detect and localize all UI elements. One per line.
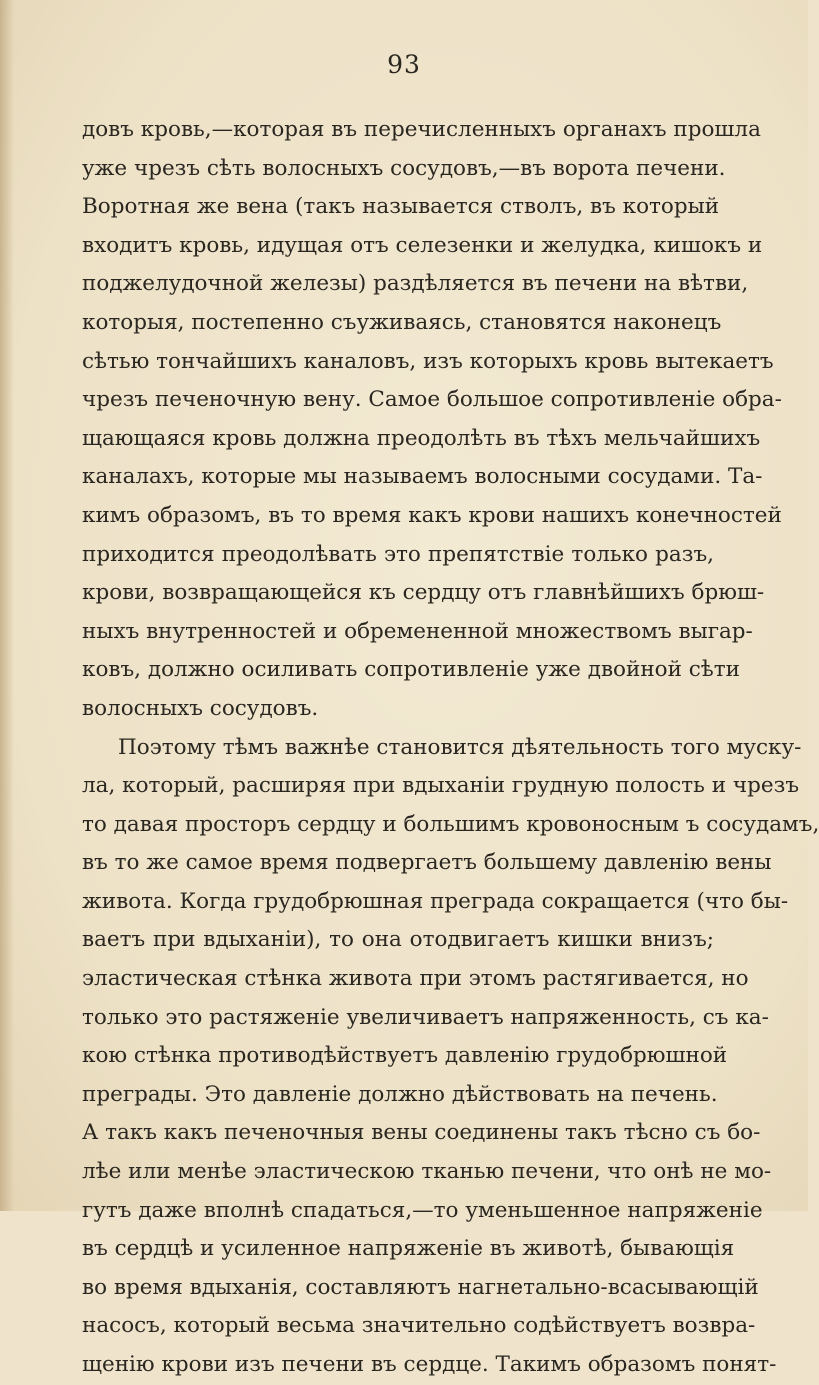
text-line: уже чрезъ сѣть волосныхъ сосудовъ,—въ ворота печени.	[82, 155, 726, 181]
text-line: поджелудочной железы) раздѣляется въ печени на вѣтви,	[82, 271, 749, 297]
text-line: чрезъ печеночную вену. Самое большое сопротивленіе обра-	[82, 387, 782, 413]
paragraph-end-line: волосныхъ сосудовъ.	[82, 695, 319, 721]
text-line: А такъ какъ печеночныя вены соединены такъ тѣсно съ бо-	[82, 1120, 761, 1146]
text-line: приходится преодолѣвать это препятствіе только разъ,	[82, 541, 714, 567]
text-line: во время вдыханія, составляютъ нагнетально-всасывающій	[82, 1274, 759, 1300]
text-line: довъ кровь,—которая въ перечисленныхъ органахъ прошла	[82, 117, 761, 142]
text-line: каналахъ, которые мы называемъ волосными сосудами. Та-	[82, 464, 763, 490]
text-line: входитъ кровь, идущая отъ селезенки и желудка, кишокъ и	[82, 232, 763, 258]
text-line: то давая просторъ сердцу и большимъ кровоносным ъ сосудамъ,	[82, 811, 819, 837]
text-line: сѣтью тончайшихъ каналовъ, изъ которыхъ кровь вытекаетъ	[82, 348, 774, 374]
text-line: ваетъ при вдыханіи), то она отодвигаетъ кишки внизъ;	[82, 927, 714, 953]
text-line: щающаяся кровь должна преодолѣть въ тѣхъ мельчайшихъ	[82, 425, 761, 451]
text-line: гутъ даже вполнѣ спадаться,—то уменьшенное напряженіе	[82, 1197, 763, 1223]
text-line: Воротная же вена (такъ называется стволъ, въ который	[82, 194, 720, 220]
text-line: ла, который, расширяя при вдыханіи грудную полость и чрезъ	[82, 773, 799, 799]
text-line: которыя, постепенно съуживаясь, становятся наконецъ	[82, 309, 722, 335]
text-line: ковъ, должно осиливать сопротивленіе уже двойной сѣти	[82, 657, 740, 683]
text-line: кою стѣнка противодѣйствуетъ давленію грудобрюшной	[82, 1043, 728, 1069]
page-edge-shadow	[0, 0, 14, 1211]
text-line: живота. Когда грудобрюшная преграда сокращается (что бы-	[82, 888, 789, 914]
text-line: ныхъ внутренностей и обремененной множествомъ выгар-	[82, 618, 753, 644]
text-line: преграды. Это давленіе должно дѣйствовать на печень.	[82, 1081, 718, 1107]
text-line: насосъ, который весьма значительно содѣйствуетъ возвра-	[82, 1313, 756, 1339]
text-line: лѣе или менѣе эластическою тканью печени, что онѣ не мо-	[82, 1159, 772, 1185]
text-line: эластическая стѣнка живота при этомъ растягивается, но	[82, 966, 749, 992]
text-line: только это растяженіе увеличиваетъ напряженность, съ ка-	[82, 1004, 769, 1030]
page-number: 93	[387, 50, 421, 79]
text-line: въ то же самое время подвергаетъ большему давленію вены	[82, 850, 772, 876]
text-line: щенію крови изъ печени въ сердце. Такимъ образомъ понят-	[82, 1352, 777, 1377]
text-line: въ сердцѣ и усиленное напряженіе въ животѣ, бывающія	[82, 1236, 735, 1262]
paragraph-start-line: Поэтому тѣмъ важнѣе становится дѣятельность того муску-	[118, 734, 802, 760]
text-line: крови, возвращающейся къ сердцу отъ главнѣйшихъ брюш-	[82, 580, 765, 606]
body-text	[82, 111, 819, 1385]
text-line: кимъ образомъ, въ то время какъ крови нашихъ конечностей	[82, 502, 782, 528]
